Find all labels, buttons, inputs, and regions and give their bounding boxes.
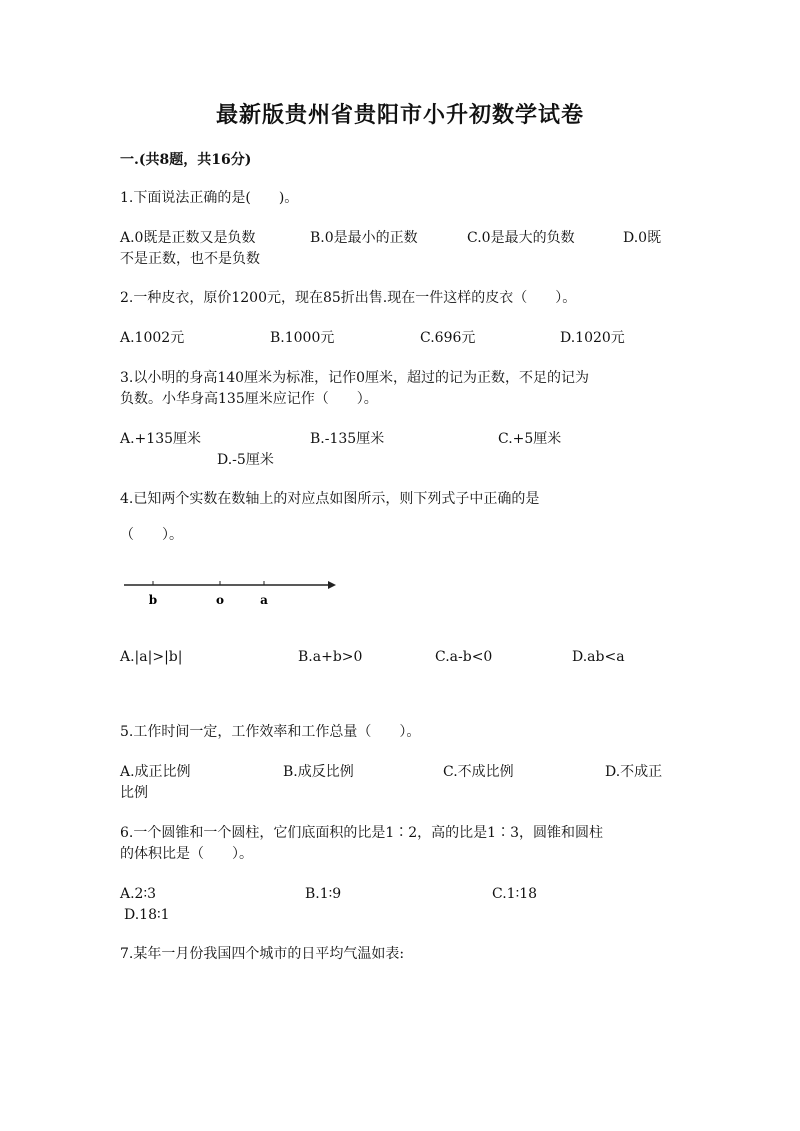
question-1-option-a[interactable]: A.0既是正数又是负数: [120, 230, 256, 246]
question-5-option-c[interactable]: C.不成比例: [443, 764, 514, 780]
question-2-stem: 2.一种皮衣，原价1200元，现在85折出售.现在一件这样的皮衣（ ）。: [120, 290, 577, 306]
question-3-option-c[interactable]: C.+5厘米: [498, 431, 562, 447]
number-line-arrow: [328, 581, 336, 589]
question-6-option-d[interactable]: D.18∶1: [124, 907, 170, 923]
question-1-option-d-continued: 不是正数，也不是负数: [120, 251, 260, 267]
question-6-option-c[interactable]: C.1∶18: [492, 886, 538, 902]
question-1-stem: 1.下面说法正确的是( )。: [120, 190, 299, 206]
question-5-option-d[interactable]: D.不成正: [605, 764, 663, 780]
question-2-option-b[interactable]: B.1000元: [270, 330, 335, 346]
section-heading: 一.(共8题，共16分): [120, 152, 252, 168]
question-3-option-b[interactable]: B.-135厘米: [310, 431, 385, 447]
question-1-option-b[interactable]: B.0是最小的正数: [310, 230, 418, 246]
question-5-stem: 5.工作时间一定，工作效率和工作总量（ ）。: [120, 724, 421, 740]
question-3-option-a[interactable]: A.+135厘米: [120, 431, 202, 447]
question-4-option-c[interactable]: C.a-b<0: [435, 649, 493, 665]
question-5-option-a[interactable]: A.成正比例: [120, 764, 191, 780]
label-a: a: [260, 593, 268, 607]
question-3-stem-line-2: 负数。小华身高135厘米应记作（ ）。: [120, 391, 378, 407]
question-6-option-a[interactable]: A.2∶3: [120, 886, 157, 902]
question-2-option-d[interactable]: D.1020元: [560, 330, 625, 346]
question-5-option-b[interactable]: B.成反比例: [283, 764, 354, 780]
question-4-stem-line-2: （ ）。: [120, 527, 183, 543]
question-6-option-b[interactable]: B.1∶9: [305, 886, 342, 902]
question-3-stem-line-1: 3.以小明的身高140厘米为标准，记作0厘米，超过的记为正数，不足的记为: [120, 370, 589, 386]
number-line-figure: [122, 575, 342, 615]
question-5-option-d-continued: 比例: [120, 785, 148, 801]
question-7-stem: 7.某年一月份我国四个城市的日平均气温如表:: [120, 946, 405, 962]
question-6-stem-line-2: 的体积比是（ ）。: [120, 846, 253, 862]
question-3-option-d[interactable]: D.-5厘米: [217, 452, 274, 468]
question-1-option-d[interactable]: D.0既: [623, 230, 662, 246]
question-2-option-c[interactable]: C.696元: [420, 330, 476, 346]
page-title: 最新版贵州省贵阳市小升初数学试卷: [215, 102, 584, 128]
question-4-option-a[interactable]: A.|a|>|b|: [120, 649, 183, 665]
question-4-option-d[interactable]: D.ab<a: [572, 649, 625, 665]
label-b: b: [148, 593, 158, 607]
question-2-option-a[interactable]: A.1002元: [120, 330, 185, 346]
question-4-option-b[interactable]: B.a+b>0: [298, 649, 363, 665]
question-6-stem-line-1: 6.一个圆锥和一个圆柱，它们底面积的比是1∶2，高的比是1∶3，圆锥和圆柱: [120, 825, 603, 841]
question-1-option-c[interactable]: C.0是最大的负数: [467, 230, 575, 246]
label-o: o: [215, 593, 225, 607]
question-4-stem-line-1: 4.已知两个实数在数轴上的对应点如图所示，则下列式子中正确的是: [120, 491, 540, 507]
